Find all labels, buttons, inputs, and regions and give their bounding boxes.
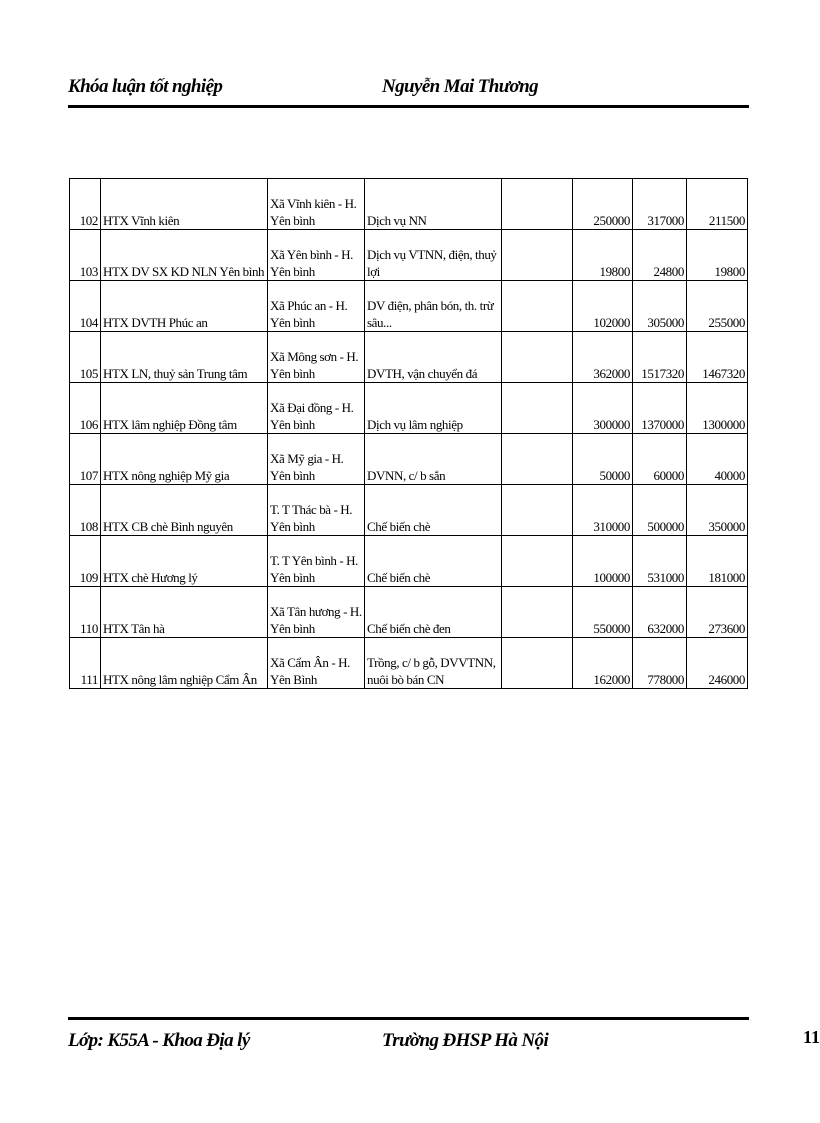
cell-activity: Dịch vụ VTNN, điện, thuỷ lợi — [365, 230, 502, 281]
cell-value-1: 162000 — [573, 638, 633, 689]
cell-cooperative-name: HTX lâm nghiệp Đồng tâm — [101, 383, 268, 434]
cell-cooperative-name: HTX nông lâm nghiệp Cẩm Ân — [101, 638, 268, 689]
cell-activity: DV điện, phân bón, th. trừ sâu... — [365, 281, 502, 332]
cell-activity: Chế biến chè — [365, 485, 502, 536]
cell-empty — [502, 179, 573, 230]
cell-value-1: 50000 — [573, 434, 633, 485]
cell-address: Xã Mỹ gia - H. Yên bình — [268, 434, 365, 485]
cell-value-3: 211500 — [687, 179, 748, 230]
cell-value-3: 1467320 — [687, 332, 748, 383]
cell-value-1: 102000 — [573, 281, 633, 332]
cell-number: 110 — [70, 587, 101, 638]
header-title-left: Khóa luận tốt nghiệp — [68, 76, 223, 97]
cell-number: 104 — [70, 281, 101, 332]
page-number: 11 — [803, 1027, 820, 1047]
cell-empty — [502, 434, 573, 485]
cell-value-1: 362000 — [573, 332, 633, 383]
cell-address: Xã Yên bình - H. Yên bình — [268, 230, 365, 281]
cell-value-1: 19800 — [573, 230, 633, 281]
cell-value-2: 1370000 — [633, 383, 687, 434]
cell-number: 108 — [70, 485, 101, 536]
table-row — [70, 230, 748, 281]
cell-address: Xã Mông sơn - H. Yên bình — [268, 332, 365, 383]
cell-address: Xã Vĩnh kiên - H. Yên bình — [268, 179, 365, 230]
cell-cooperative-name: HTX Vĩnh kiên — [101, 179, 268, 230]
cell-cooperative-name: HTX DVTH Phúc an — [101, 281, 268, 332]
table-row — [70, 179, 748, 230]
cell-value-3: 40000 — [687, 434, 748, 485]
cell-value-1: 100000 — [573, 536, 633, 587]
cell-value-2: 1517320 — [633, 332, 687, 383]
cell-value-2: 60000 — [633, 434, 687, 485]
cell-empty — [502, 230, 573, 281]
cell-value-2: 632000 — [633, 587, 687, 638]
cell-cooperative-name: HTX nông nghiệp Mỹ gia — [101, 434, 268, 485]
cell-value-3: 181000 — [687, 536, 748, 587]
cell-empty — [502, 332, 573, 383]
cell-empty — [502, 536, 573, 587]
cell-number: 111 — [70, 638, 101, 689]
footer-university: Trường ĐHSP Hà Nội — [382, 1030, 549, 1051]
table-body — [70, 179, 748, 689]
cell-empty — [502, 638, 573, 689]
cell-value-2: 317000 — [633, 179, 687, 230]
cell-value-1: 550000 — [573, 587, 633, 638]
footer-class-label: Lớp: K55A - Khoa Địa lý — [68, 1030, 250, 1051]
cell-empty — [502, 281, 573, 332]
cell-value-3: 19800 — [687, 230, 748, 281]
cell-activity: Trồng, c/ b gỗ, DVVTNN, nuôi bò bán CN — [365, 638, 502, 689]
cell-value-3: 273600 — [687, 587, 748, 638]
cell-cooperative-name: HTX CB chè Bình nguyên — [101, 485, 268, 536]
cell-cooperative-name: HTX chè Hương lý — [101, 536, 268, 587]
cell-value-3: 255000 — [687, 281, 748, 332]
cell-value-2: 24800 — [633, 230, 687, 281]
cell-address: Xã Đại đồng - H. Yên bình — [268, 383, 365, 434]
cell-address: Xã Cẩm Ân - H. Yên Bình — [268, 638, 365, 689]
cell-value-2: 778000 — [633, 638, 687, 689]
cell-address: Xã Tân hương - H. Yên bình — [268, 587, 365, 638]
cell-activity: Chế biến chè đen — [365, 587, 502, 638]
cell-activity: Dịch vụ lâm nghiệp — [365, 383, 502, 434]
table-row — [70, 434, 748, 485]
cell-value-3: 246000 — [687, 638, 748, 689]
cell-cooperative-name: HTX LN, thuỷ sản Trung tâm — [101, 332, 268, 383]
cell-number: 102 — [70, 179, 101, 230]
cell-value-1: 300000 — [573, 383, 633, 434]
cell-number: 103 — [70, 230, 101, 281]
cell-address: T. T Yên bình - H. Yên bình — [268, 536, 365, 587]
header-rule — [68, 105, 749, 108]
cell-empty — [502, 485, 573, 536]
footer-rule — [68, 1017, 749, 1020]
cell-number: 105 — [70, 332, 101, 383]
cell-activity: Dịch vụ NN — [365, 179, 502, 230]
cell-address: Xã Phúc an - H. Yên bình — [268, 281, 365, 332]
cell-value-2: 500000 — [633, 485, 687, 536]
table-row — [70, 332, 748, 383]
cell-empty — [502, 383, 573, 434]
cell-value-1: 250000 — [573, 179, 633, 230]
cell-value-2: 531000 — [633, 536, 687, 587]
cell-activity: DVTH, vận chuyển đá — [365, 332, 502, 383]
cell-value-2: 305000 — [633, 281, 687, 332]
cell-empty — [502, 587, 573, 638]
table-row — [70, 383, 748, 434]
cell-cooperative-name: HTX DV SX KD NLN Yên bình — [101, 230, 268, 281]
cooperatives-table — [69, 178, 748, 689]
cell-number: 106 — [70, 383, 101, 434]
cell-cooperative-name: HTX Tân hà — [101, 587, 268, 638]
header-author: Nguyễn Mai Thương — [382, 76, 539, 97]
table-row — [70, 587, 748, 638]
table-row — [70, 536, 748, 587]
cell-number: 109 — [70, 536, 101, 587]
table-row — [70, 281, 748, 332]
table-row — [70, 638, 748, 689]
cell-value-3: 1300000 — [687, 383, 748, 434]
cell-activity: Chế biến chè — [365, 536, 502, 587]
cell-number: 107 — [70, 434, 101, 485]
cell-address: T. T Thác bà - H. Yên bình — [268, 485, 365, 536]
cell-value-3: 350000 — [687, 485, 748, 536]
cell-value-1: 310000 — [573, 485, 633, 536]
cell-activity: DVNN, c/ b sắn — [365, 434, 502, 485]
table-row — [70, 485, 748, 536]
